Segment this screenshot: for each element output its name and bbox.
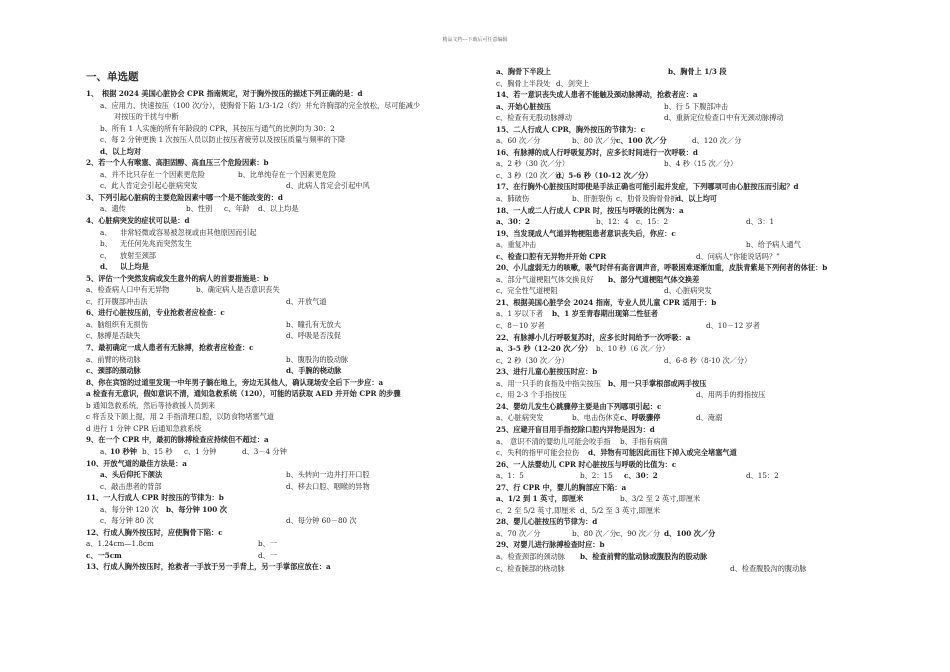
line-text: b、比单纯存在一个因素更危险: [238, 169, 337, 179]
line-text: c、100 次／分: [616, 136, 667, 146]
question-line: [86, 284, 466, 296]
question-line: [496, 551, 868, 563]
question-line: [86, 169, 466, 181]
line-text: a、胸骨下半段上: [496, 67, 551, 76]
line-text: a、重复冲击: [496, 240, 537, 250]
line-text: 10、开放气道的最佳方法是：a: [86, 458, 187, 468]
question-line: [496, 355, 868, 367]
line-text: c、检查腕部的桡动脉: [496, 563, 565, 573]
line-text: a、每分钟 120 次: [100, 504, 159, 514]
line-text: 7、最初确定一成人患者有无脉搏，抢救者应检查：c: [86, 343, 254, 353]
line-text: 11、一人行成人 CPR 时按压的节律为：b: [86, 493, 224, 503]
question-line: [496, 285, 868, 297]
question-line: [86, 365, 466, 377]
line-text: a、3-5 秒（12-20 次／分）: [496, 344, 592, 354]
line-text: b、15 秒: [142, 446, 173, 456]
line-text: b 通知急救系统，然后等待救援人员到来: [86, 400, 216, 410]
line-text: a、1：5: [496, 471, 524, 481]
line-text: 20、小儿虚弱无力的咳嗽，吸气时伴有高音调声音，呼吸困难逐渐加重，皮肤青紫是下列何者的体征：b: [496, 263, 828, 273]
question-line: [496, 101, 868, 113]
line-text: 21、根据美国心脏学会 2024 指南，专业人员儿童 CPR 适用于：b: [496, 297, 717, 307]
line-text: 23、进行儿童心脏按压时应：b: [496, 367, 598, 377]
line-text: b、头转向一边并打开口腔: [286, 470, 370, 480]
question-line: [496, 147, 868, 159]
line-text: c、呼吸骤停: [620, 413, 661, 423]
line-text: a、检查病人口中有无异物: [86, 285, 170, 295]
line-text: c、用 2-3 个手指按压: [496, 390, 567, 400]
line-text: b、4 秒（15 次／分）: [664, 159, 738, 169]
question-line: [86, 330, 466, 342]
question-line: [86, 250, 466, 262]
question-line: [496, 424, 868, 436]
question-line: [86, 492, 466, 504]
line-text: 25、应避开盲目用手指挖除口腔内异物是因为：d: [496, 424, 655, 434]
line-text: b、: [100, 239, 112, 249]
line-text: c、此人肯定会引起心脏病突发: [100, 181, 198, 191]
line-text: d、用两手的拇指按压: [696, 390, 766, 400]
question-line: [86, 342, 466, 354]
question-line: [86, 134, 466, 146]
line-text: 19、当发现成人气道异物梗阻患者意识丧失后，你应：c: [496, 228, 676, 238]
line-text: c、每 2 分钟更换 1 次按压人员以防止按压者疲劳以及按压质量与频率的下降: [100, 135, 346, 145]
line-text: 12、行成人胸外按压时，应使胸骨下陷：c: [86, 527, 223, 537]
line-text: c、失利的指甲可能会拉伤: [496, 448, 580, 458]
line-text: d 进行 1 分钟 CPR 后通知急救系统: [86, 423, 202, 433]
line-text: d、异物有可能因此而往下掉入或完全堵塞气道: [588, 448, 737, 458]
line-text: a、70 次／分: [496, 528, 541, 538]
line-text: 6、进行心脏按压前，专业抢救者应检查：c: [86, 308, 225, 318]
line-text: b、胸骨上 1/3 段: [668, 67, 727, 76]
question-line: [86, 481, 466, 493]
question-line: [496, 205, 868, 217]
question-line: [496, 459, 868, 471]
line-text: 对按压的干扰与中断: [114, 112, 179, 122]
line-text: 14、若一意识丧失成人患者不能触及颈动脉搏动，抢救者应：a: [496, 90, 698, 100]
line-text: a、1/2 到 1 英寸，即厘米: [496, 494, 584, 504]
question-line: [86, 458, 466, 470]
line-text: c、3 秒（20 次／分）: [496, 170, 569, 180]
line-text: 22、有脉搏小儿行呼吸复苏时，应多长时间给予一次呼吸：a: [496, 332, 691, 342]
question-line: [86, 215, 466, 227]
line-text: d、呼吸是否浅促: [286, 331, 341, 341]
line-text: a、开始心脏按压: [496, 101, 551, 111]
question-line: [496, 332, 868, 344]
line-text: b、给予病人通气: [746, 240, 801, 250]
header-note: 精品文档---下载后可任意编辑: [442, 37, 508, 43]
question-line: [86, 411, 466, 423]
line-text: d、120 次／分: [692, 136, 742, 146]
line-text: c、2 至 5/2 英寸,即厘米: [496, 505, 576, 515]
line-text: a、: [100, 446, 112, 456]
line-text: b、10 秒（6 次／分）: [596, 344, 670, 354]
line-text: c 将舌及下颌上提，用 2 手指清理口腔，以防食物堵塞气道: [86, 412, 274, 422]
line-text: 根据 2024 美国心脏协会 CPR 指南规定，对于胸外按压的描述下列正确的是：d: [102, 89, 363, 98]
line-text: b、80 次／分: [572, 528, 617, 538]
question-line: [86, 88, 466, 100]
line-text: 13、行成人胸外按压时，抢救者一手放于另一手背上，另一手掌部应放在：a: [86, 562, 331, 572]
line-text: c、1 分钟: [184, 446, 217, 456]
question-line: [496, 297, 868, 309]
line-text: b、3/2 至 2 英寸,即厘米: [620, 494, 701, 504]
line-text: c、检查有无股动脉搏动: [496, 113, 572, 123]
line-text: a、检查颈部的颈动脉: [496, 551, 565, 561]
line-text: d、以上均是: [258, 204, 299, 214]
line-text: 27、行 CPR 中，婴儿的胸部应下陷：a: [496, 482, 627, 492]
question-line: [496, 493, 868, 505]
line-text: 非常轻微或容易被忽视或由其他原因而引起: [120, 227, 257, 237]
question-line: [496, 124, 868, 136]
line-text: d、问病人“你能说话吗？”: [696, 251, 780, 261]
line-text: b、检查前臂的肱动脉或腹股沟的股动脉: [580, 551, 708, 561]
question-line: [496, 274, 868, 286]
line-text: 放射至颈部: [120, 250, 156, 260]
line-text: a、60 次／分: [496, 136, 541, 146]
line-text: c、肋骨及胸骨骨折: [616, 194, 678, 204]
line-text: b、性别: [186, 204, 213, 214]
line-text: c、检查口腔有无异物并开始 CPR: [496, 251, 607, 261]
line-text: d、一: [258, 550, 277, 560]
line-text: d、以上均可: [676, 194, 717, 204]
line-text: 24、婴幼儿发生心跳骤停主要是由下列哪项引起：c: [496, 401, 662, 411]
line-text: b、确定病人是否意识丧失: [196, 285, 280, 295]
line-text: 10 秒钟: [110, 446, 137, 456]
line-text: a、前臂的桡动脉: [86, 354, 141, 364]
line-text: c、一5cm: [86, 550, 122, 560]
question-line: [86, 146, 466, 158]
question-line: [496, 228, 868, 240]
question-line: [86, 296, 466, 308]
question-line: [86, 400, 466, 412]
question-line: [86, 423, 466, 435]
line-text: c、脉搏是否缺失: [86, 331, 141, 341]
left-column: [86, 66, 466, 573]
line-text: 29、对婴儿进行脉搏检查时应：b: [496, 540, 605, 550]
line-text: 9、在一个 CPR 中，最初的脉搏检查应持续但不超过：a: [86, 435, 269, 445]
line-text: b、手指有病菌: [620, 436, 668, 446]
question-line: [496, 401, 868, 413]
question-line: [496, 239, 868, 251]
line-text: a、脑组织有无损伤: [86, 319, 148, 329]
question-line: [496, 516, 868, 528]
question-line: [496, 436, 868, 448]
question-line: [86, 261, 466, 273]
question-line: [496, 78, 868, 90]
line-text: b、每分钟 100 次: [166, 504, 227, 514]
line-text: d、10－12 岁者: [706, 321, 760, 331]
question-line: [496, 135, 868, 147]
question-line: [496, 193, 868, 205]
line-text: a、应用力、快速按压（100 次/分），使胸骨下陷 1/3-1/2（约）并允许胸部的完全放松，尽可能减少: [100, 100, 421, 110]
line-text: 无任何先兆而突然发生: [120, 239, 192, 249]
line-text: d、: [100, 262, 113, 272]
question-line: [86, 388, 466, 400]
section-title: 一、单选题: [86, 71, 139, 83]
line-text: c、颈部的颈动脉: [86, 366, 141, 376]
question-line: [86, 469, 466, 481]
question-line: [496, 412, 868, 424]
line-text: d、淹溺: [696, 413, 723, 423]
line-text: 18、一人或二人行成人 CPR 时，按压与呼吸的比例为：a: [496, 205, 684, 215]
line-text: a、部分气道梗阻气体交换良好: [496, 274, 594, 284]
line-text: d、剑突上: [556, 78, 590, 88]
question-line: [86, 203, 466, 215]
line-text: a、并不比只存在一个因素更危险: [100, 169, 205, 179]
line-text: d、100 次／分: [664, 528, 716, 538]
question-line: [496, 320, 868, 332]
line-text: a、遗传: [100, 204, 126, 214]
line-text: d、重新定位检查口中有无颈动脉搏动: [664, 113, 784, 123]
line-text: c、敲击患者的背部: [100, 481, 162, 491]
line-text: d、每分钟 60－80 次: [286, 516, 357, 526]
question-line: [496, 539, 868, 551]
line-text: a、心脏病突发: [496, 413, 544, 423]
line-text: d、移去口腔、咽喉的异物: [286, 481, 370, 491]
question-line: [496, 262, 868, 274]
line-text: 5、评估一个突然发病或发生意外的病人的首要措施是：b: [86, 273, 269, 283]
question-line: [86, 100, 466, 112]
question-line: [496, 181, 868, 193]
question-line: [496, 343, 868, 355]
question-line: [496, 366, 868, 378]
line-text: b、瞳孔有无放大: [286, 319, 341, 329]
line-text: d、开放气道: [286, 296, 327, 306]
line-text: c、每分钟 80 次: [100, 516, 154, 526]
line-text: d、手腕的桡动脉: [286, 366, 342, 376]
line-text: b、一: [258, 539, 277, 549]
question-line: [496, 66, 868, 78]
question-line: [86, 192, 466, 204]
question-line: [86, 377, 466, 389]
question-line: [496, 216, 868, 228]
line-text: d、3：1: [746, 217, 775, 227]
line-text: d、心脏病突发: [664, 286, 712, 296]
question-line: [496, 308, 868, 320]
line-text: b、部分气道梗阻气体交换差: [608, 274, 700, 284]
question-line: [86, 538, 466, 550]
question-line: [496, 563, 868, 575]
question-line: [86, 157, 466, 169]
question-line: [86, 123, 466, 135]
line-text: d、5/2 至 3 英寸,即厘米: [580, 505, 661, 515]
line-text: a、30：2: [496, 217, 531, 227]
question-line: [86, 434, 466, 446]
question-line: [86, 111, 466, 123]
question-line: [496, 251, 868, 263]
line-text: a、用一只手的食指及中指尖按压: [496, 378, 601, 388]
question-line: [496, 389, 868, 401]
line-text: a、头后仰托下颌法: [100, 470, 163, 480]
line-text: 26、一人法婴幼儿 CPR 时心脏按压与呼吸的比值为：c: [496, 459, 677, 469]
question-line: [86, 227, 466, 239]
line-text: d、15：2: [746, 471, 779, 481]
line-text: a、2 秒（30 次／分）: [496, 159, 569, 169]
question-line: [86, 550, 466, 562]
line-text: 4、心脏病突发的症状可以是：d: [86, 216, 190, 226]
question-line: [496, 170, 868, 182]
question-line: [86, 354, 466, 366]
line-text: c、8－10 岁者: [496, 321, 545, 331]
question-line: [496, 89, 868, 101]
line-text: a、肺破伤: [496, 194, 530, 204]
line-text: c、完全性气道梗阻: [496, 286, 558, 296]
question-line: [496, 482, 868, 494]
line-text: 2、若一个人有喉塞、高胆固醇、高血压三个危险因素：b: [86, 158, 269, 168]
line-text: 意识不清的婴幼儿可能会咬手指: [510, 436, 611, 446]
question-line: [86, 561, 466, 573]
question-line: [496, 505, 868, 517]
line-text: a、1 岁以下者: [496, 309, 544, 319]
line-text: 以上均是: [120, 262, 149, 272]
line-text: 1、: [86, 89, 99, 98]
line-text: b、电击伤休克: [572, 413, 620, 423]
question-line: [496, 447, 868, 459]
line-text: c、年龄: [224, 204, 250, 214]
question-line: [496, 378, 868, 390]
line-text: d、3－4 分钟: [242, 446, 287, 456]
line-text: d、6-8 秒（8-10 次／分）: [664, 355, 752, 365]
question-line: [496, 528, 868, 540]
line-text: c、90 次／分: [616, 528, 661, 538]
line-text: b、所有 1 人实施的所有年龄段的 CPR，其按压与通气的比例均为 30：2: [100, 123, 335, 133]
line-text: a、: [100, 227, 112, 237]
line-text: 16、有脉搏的成人行呼吸复苏时，应多长时间进行一次呼吸：d: [496, 147, 698, 157]
line-text: 15、二人行成人 CPR，胸外按压的节律为：c: [496, 124, 645, 134]
question-line: [86, 319, 466, 331]
line-text: d、以上均对: [100, 146, 141, 156]
question-line: [496, 470, 868, 482]
line-text: a 检查有无意识，假如意识不清，通知急救系统（120），可能的话获取 AED 并开始 CPR 的步骤: [86, 389, 401, 399]
line-text: c、2 秒（30 次／分）: [496, 355, 569, 365]
line-text: b、80 次／分: [572, 136, 617, 146]
question-line: [86, 527, 466, 539]
question-line: [496, 158, 868, 170]
line-text: b、腹股沟的股动脉: [286, 354, 349, 364]
line-text: b、用一只手掌根部或两手按压: [608, 378, 707, 388]
question-line: [86, 446, 466, 458]
line-text: 3、下列引起心脏病的主要危险因素中哪一个是不能改变的：d: [86, 192, 283, 202]
question-line: [86, 504, 466, 516]
question-line: [86, 515, 466, 527]
question-line: [86, 307, 466, 319]
line-text: c、30：2: [624, 471, 658, 481]
line-text: d、5-6 秒（10-12 次／分）: [556, 170, 653, 180]
line-text: c、胸骨上半段处: [496, 78, 551, 88]
line-text: 17、在行胸外心脏按压时即使是手法正确也可能引起并发症，下列哪项可由心脏按压而引起？d: [496, 182, 799, 192]
right-column: [496, 66, 868, 574]
line-text: d、此病人肯定会引起中风: [286, 181, 370, 191]
line-text: b、行 5 下腹部冲击: [664, 101, 729, 111]
line-text: b、2：15: [580, 471, 613, 481]
line-text: c、: [100, 250, 112, 260]
line-text: c、15：2: [636, 217, 669, 227]
line-text: 28、婴儿心脏按压的节律为：d: [496, 517, 598, 527]
line-text: a、: [496, 436, 508, 446]
line-text: d、检查腹股沟的腹动脉: [730, 563, 807, 573]
question-line: [496, 112, 868, 124]
line-text: b、12：4: [596, 217, 629, 227]
line-text: b、肝脏裂伤: [572, 194, 613, 204]
question-line: [86, 273, 466, 285]
question-line: [86, 180, 466, 192]
line-text: b、1 岁至青春期出现第二性征者: [552, 309, 658, 319]
line-text: c、打开腹部冲击法: [86, 296, 148, 306]
line-text: a、1.24cm—1.8cm: [86, 539, 154, 549]
question-line: [86, 238, 466, 250]
line-text: 8、你在宾馆的过道里发现一中年男子躺在地上，旁边无其他人，确认现场安全后下一步应：a: [86, 377, 384, 387]
